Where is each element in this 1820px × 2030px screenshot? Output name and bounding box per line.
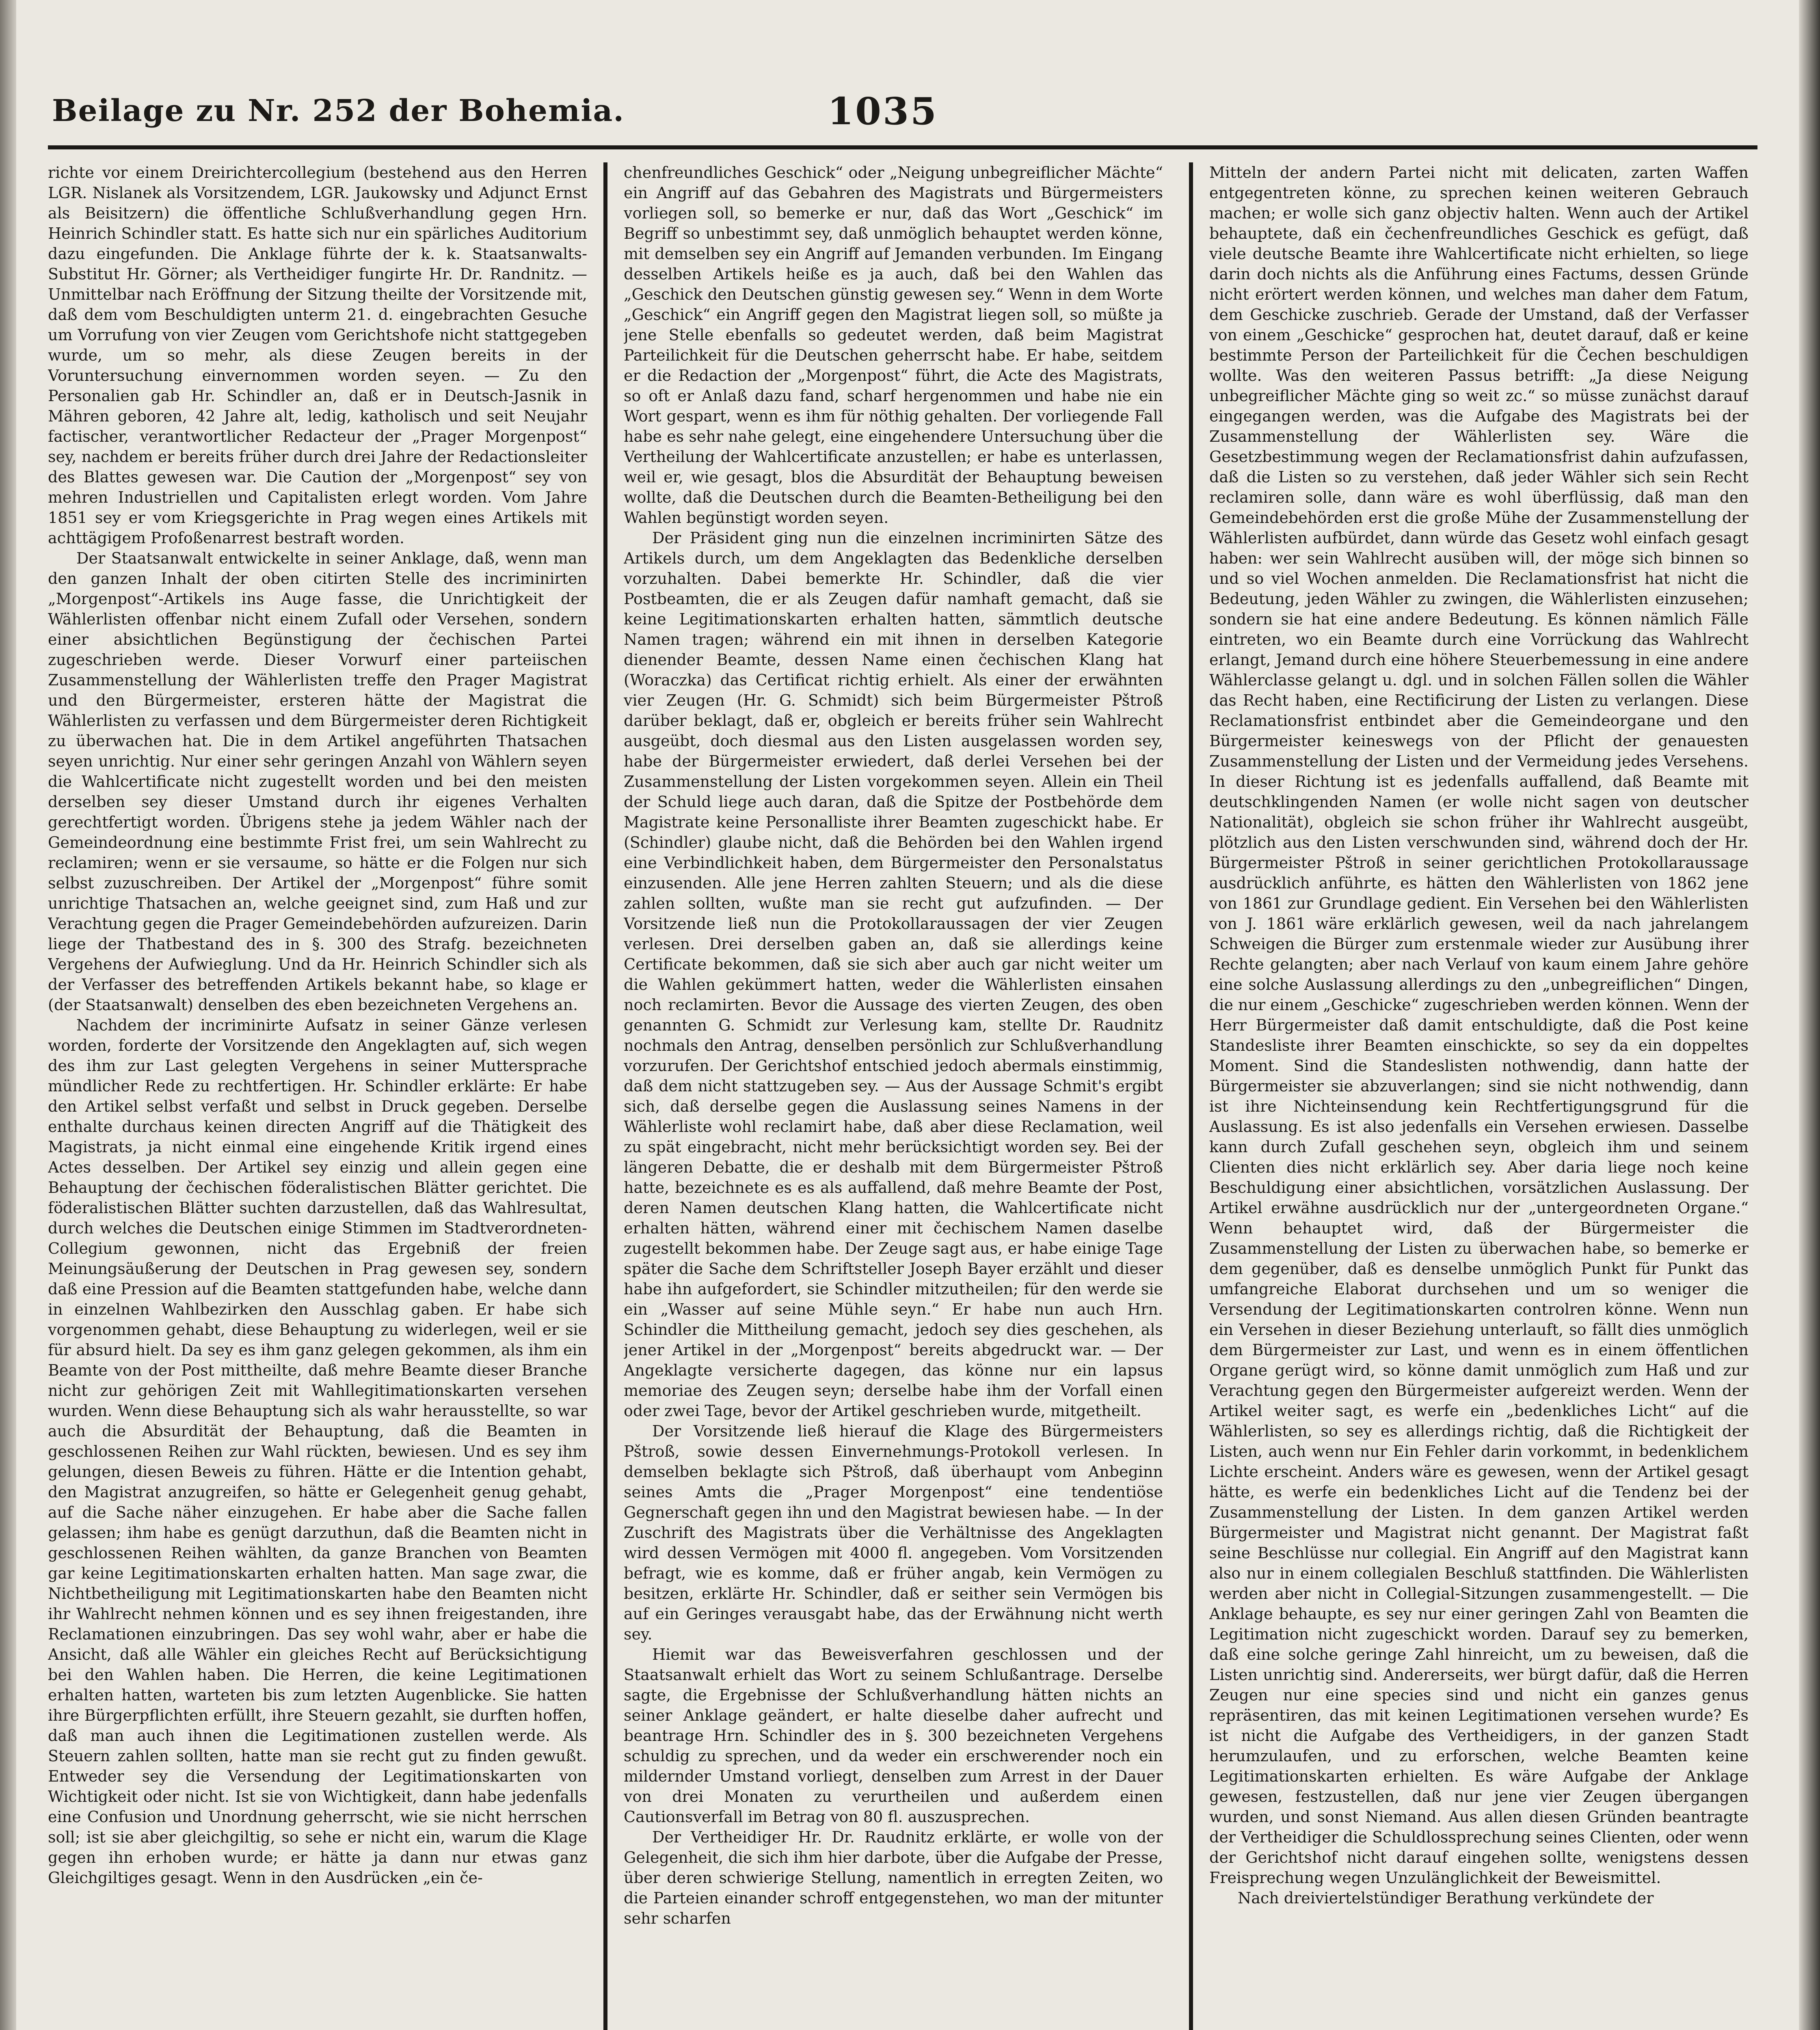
column-3 [1209, 162, 1749, 2030]
page-edge-shadow-left [0, 0, 16, 2030]
paragraph: richte vor einem Dreirichtercollegium (bestehend aus den Herren LGR. Nislanek als Vorsitzendem, LGR. Jaukowsky und Adjunct Ernst als Beisitzern) die öffentliche Schlußverhandlung gegen Hrn. Heinrich Schindler statt. Es hatte sich nur ein spärliches Auditorium dazu eingefunden. Die Anklage führte der k. k. Staatsanwalts-Substitut Hr. Görner; als Vertheidiger fungirte Hr. Dr. Randnitz. — Unmittelbar nach Eröffnung der Sitzung theilte der Vorsitzende mit, daß dem vom Beschuldigten unterm 21. d. eingebrachten Gesuche um Vorrufung von vier Zeugen vom Gerichtshofe nicht stattgegeben wurde, um so mehr, als diese Zeugen bereits in der Voruntersuchung einvernommen worden seyen. — Zu den Personalien gab Hr. Schindler an, daß er in Deutsch-Jasnik in Mähren geboren, 42 Jahre alt, ledig, katholisch und seit Neujahr factischer, verantwortlicher Redacteur der „Prager Morgenpost“ sey, nachdem er bereits früher durch drei Jahre der Redactionsleiter des Blattes gewesen war. Die Caution der „Morgenpost“ sey von mehren Industriellen und Capitalisten erlegt worden. Vom Jahre 1851 sey er vom Kriegsgerichte in Prag wegen eines Artikels mit achttägigem Profoßenarrest bestraft worden. [48, 164, 587, 547]
header-rule [48, 145, 1757, 149]
paragraph: Der Staatsanwalt entwickelte in seiner Anklage, daß, wenn man den ganzen Inhalt der oben citirten Stelle des incriminirten „Morgenpost“-Artikels ins Auge fasse, die Unrichtigkeit der Wählerlisten offenbar nicht einem Zufall oder Versehen, sondern einer absichtlichen Begünstigung der čechischen Partei zugeschrieben werde. Dieser Vorwurf einer parteiischen Zusammenstellung der Wählerlisten treffe den Prager Magistrat und den Bürgermeister, ersteren hätte der Magistrat die Wählerlisten zu verfassen und dem Bürgermeister deren Richtigkeit zu überwachen hat. Die in dem Artikel angeführten Thatsachen seyen unrichtig. Nur einer sehr geringen Anzahl von Wählern seyen die Wahlcertificate nicht zugestellt worden und bei den meisten derselben sey dieser Umstand durch ihr eigenes Verhalten gerechtfertigt worden. Übrigens stehe ja jedem Wähler nach der Gemeindeordnung eine bestimmte Frist frei, um sein Wahlrecht zu reclamiren; wenn er sie versaume, so hätte er die Folgen nur sich selbst zuzuschreiben. Der Artikel der „Morgenpost“ führe somit unrichtige Thatsachen an, welche geeignet sind, zum Haß und zur Verachtung gegen die Prager Gemeindebehörden aufzureizen. Darin liege der Thatbestand des in §. 300 des Strafg. bezeichneten Vergehens der Aufwieglung. Und da Hr. Heinrich Schindler sich als der Verfasser des betreffenden Artikels bekannt habe, so klage er (der Staatsanwalt) denselben des eben bezeichneten Vergehens an. [48, 549, 587, 1014]
text-columns [48, 162, 1757, 2030]
paragraph: Hiemit war das Beweisverfahren geschlossen und der Staatsanwalt erhielt das Wort zu seinem Schlußantrage. Derselbe sagte, die Ergebnisse der Schlußverhandlung hätten nichts an seiner Anklage geändert, er halte dieselbe daher aufrecht und beantrage Hrn. Schindler des in §. 300 bezeichneten Vergehens schuldig zu sprechen, und da weder ein erschwerender noch ein mildernder Umstand vorliegt, denselben zum Arrest in der Dauer von drei Monaten zu verurtheilen und außerdem einen Cautionsverfall im Betrag von 80 fl. auszusprechen. [624, 1646, 1163, 1826]
column-2 [624, 162, 1163, 2030]
paragraph: Nachdem der incriminirte Aufsatz in seiner Gänze verlesen worden, forderte der Vorsitzende den Angeklagten auf, sich wegen des ihm zur Last gelegten Vergehens in seiner Muttersprache mündlicher Rede zu rechtfertigen. Hr. Schindler erklärte: Er habe den Artikel selbst verfaßt und selbst in Druck gegeben. Derselbe enthalte durchaus keinen directen Angriff auf die Thätigkeit des Magistrats, ja nicht einmal eine eingehende Kritik irgend eines Actes desselben. Der Artikel sey einzig und allein gegen eine Behauptung der čechischen föderalistischen Blätter gerichtet. Die föderalistischen Blätter suchten darzustellen, daß das Wahlresultat, durch welches die Deutschen einige Stimmen im Stadtverordneten-Collegium gewonnen, nicht das Ergebniß der freien Meinungsäußerung der Deutschen in Prag gewesen sey, sondern daß eine Pression auf die Beamten stattgefunden habe, welche dann in einzelnen Wahlbezirken den Ausschlag gaben. Er habe sich vorgenommen gehabt, diese Behauptung zu widerlegen, weil er sie für absurd hielt. Da sey es ihm ganz gelegen gekommen, als ihm ein Beamte von der Post mittheilte, daß mehre Beamte dieser Branche nicht zur gehörigen Zeit mit Wahllegitimationskarten versehen wurden. Wenn diese Behauptung sich als wahr herausstellte, so war auch die Absurdität der Behauptung, daß die Beamten in geschlossenen Reihen zur Wahl rückten, bewiesen. Und es sey ihm gelungen, diesen Beweis zu führen. Hätte er die Intention gehabt, den Magistrat anzugreifen, so hätte er Gelegenheit genug gehabt, auf die Sache näher einzugehen. Er habe aber die Sache fallen gelassen; ihm habe es genügt darzuthun, daß die Beamten nicht in geschlossenen Reihen wählten, da ganze Branchen von Beamten gar keine Legitimationskarten erhalten hatten. Man sage zwar, die Nichtbetheiligung mit Legitimationskarten habe den Beamten nicht ihr Wahlrecht nehmen können und es sey ihnen freigestanden, ihre Reclamationen einzubringen. Das sey wohl wahr, aber er habe die Ansicht, daß alle Wähler ein gleiches Recht auf Berücksichtigung bei den Wahlen haben. Die Herren, die keine Legitimationen erhalten hatten, warteten bis zum letzten Augenblicke. Sie hatten ihre Bürgerpflichten erfüllt, ihre Steuern gezahlt, sie durften hoffen, daß man auch ihnen die Legitimationen zustellen werde. Als Steuern zahlen sollten, hatte man sie recht gut zu finden gewußt. Entweder sey die Versendung der Legitimationskarten von Wichtigkeit oder nicht. Ist sie von Wichtigkeit, dann habe jedenfalls eine Confusion und Unordnung geherrscht, wie sie nicht herrschen soll; ist sie aber gleichgiltig, so sehe er nicht ein, warum die Klage gegen ihn erhoben wurde; er hätte ja dann nur etwas ganz Gleichgiltiges gesagt. Wenn in den Ausdrücken „ein če- [48, 1016, 587, 1887]
paragraph: chenfreundliches Geschick“ oder „Neigung unbegreiflicher Mächte“ ein Angriff auf das Gebahren des Magistrats und Bürgermeisters vorliegen soll, so bemerke er nur, daß das Wort „Geschick“ im Begriff so unbestimmt sey, daß unmöglich behauptet werden könne, mit demselben sey ein Angriff auf Jemanden verbunden. Im Eingang desselben Artikels heiße es ja auch, daß bei den Wahlen das „Geschick den Deutschen günstig gewesen sey.“ Wenn in dem Worte „Geschick“ ein Angriff gegen den Magistrat liegen soll, so müßte ja jene Stelle ebenfalls so gedeutet werden, daß beim Magistrat Parteilichkeit für die Deutschen geherrscht habe. Er habe, seitdem er die Redaction der „Morgenpost“ führt, die Acte des Magistrats, so oft er Anlaß dazu fand, scharf hergenommen und habe nie ein Wort gespart, wenn es ihm für nöthig gehalten. Der vorliegende Fall habe es sehr nahe gelegt, eine eingehendere Untersuchung über die Vertheilung der Wahlcertificate anzustellen; er habe es unterlassen, weil er, wie gesagt, blos die Absurdität der Behauptung beweisen wollte, daß die Deutschen durch die Beamten-Betheiligung bei den Wahlen begünstigt worden seyen. [624, 164, 1163, 527]
column-rule [603, 162, 607, 2030]
page-header [48, 77, 1757, 158]
page-edge-shadow-right [1799, 0, 1820, 2030]
paragraph: Mitteln der andern Partei nicht mit delicaten, zarten Waffen entgegentreten könne, zu sprechen keinen weiteren Gebrauch machen; er wolle sich ganz objectiv halten. Wenn auch der Artikel behauptete, daß ein čechenfreundliches Geschick es gefügt, daß viele deutsche Beamte ihre Wahlcertificate nicht erhielten, so liege darin doch nichts als die Anführung eines Factums, dessen Gründe nicht erörtert werden können, und welches man daher dem Fatum, dem Geschicke zuschrieb. Gerade der Umstand, daß der Verfasser von einem „Geschicke“ gesprochen hat, deutet darauf, daß er keine bestimmte Person der Parteilichkeit für die Čechen beschuldigen wollte. Was den weiteren Passus betrifft: „Ja diese Neigung unbegreiflicher Mächte ging so weit zc.“ so müsse zunächst darauf eingegangen werden, was die Aufgabe des Magistrats bei der Zusammenstellung der Wählerlisten sey. Wäre die Gesetzbestimmung wegen der Reclamationsfrist dahin aufzufassen, daß die Listen so zu verstehen, daß jeder Wähler sich sein Recht reclamiren solle, dann wäre es wohl überflüssig, daß man den Gemeindebehörden erst die große Mühe der Zusammenstellung der Wählerlisten aufbürdet, dann würde das Gesetz wohl einfach gesagt haben: wer sein Wahlrecht ausüben will, der möge sich binnen so und so viel Wochen anmelden. Die Reclamationsfrist hat nicht die Bedeutung, jeden Wähler zu zwingen, die Wählerlisten einzusehen; sondern sie hat eine andere Bedeutung. Es können nämlich Fälle eintreten, wo ein Beamte durch eine Vorrückung das Wahlrecht erlangt, Jemand durch eine höhere Steuerbemessung in eine andere Wählerclasse gelangt u. dgl. und in solchen Fällen sollen die Wähler das Recht haben, eine Rectificirung der Listen zu verlangen. Diese Reclamationsfrist entbindet aber die Gemeindeorgane und den Bürgermeister keineswegs von der Pflicht der genauesten Zusammenstellung der Listen und der Vermeidung jedes Versehens. In dieser Richtung ist es jedenfalls auffallend, daß Beamte mit deutschklingenden Namen (er wolle nicht sagen von deutscher Nationalität), obgleich sie schon früher ihr Wahlrecht ausgeübt, plötzlich aus den Listen verschwunden sind, während doch der Hr. Bürgermeister Pštroß in seiner gerichtlichen Protokollaraussage ausdrücklich anführte, es hätten den Wählerlisten von 1862 jene von 1861 zur Grundlage gedient. Ein Versehen bei den Wählerlisten von J. 1861 wäre erklärlich gewesen, weil da nach jahrelangem Schweigen die Bürger zum erstenmale wieder zur Ausübung ihrer Rechte gelangten; aber nach Verlauf von kaum einem Jahre gehöre eine solche Auslassung allerdings zu den „unbegreiflichen“ Dingen, die nur einem „Geschicke“ zugeschrieben werden können. Wenn der Herr Bürgermeister daß damit entschuldigte, daß die Post keine Standesliste ihrer Beamten einschickte, so sey da ein doppeltes Moment. Sind die Standeslisten nothwendig, dann hatte der Bürgermeister sie abzuverlangen; sind sie nicht nothwendig, dann ist ihre Nichteinsendung kein Rechtfertigungsgrund für die Auslassung. Es ist also jedenfalls ein Versehen erwiesen. Dasselbe kann durch Zufall geschehen seyn, obgleich ihm und seinem Clienten dies nicht erklärlich sey. Aber daria liege noch keine Beschuldigung einer absichtlichen, vorsätzlichen Auslassung. Der Artikel erwähne ausdrücklich nur der „untergeordneten Organe.“ Wenn behauptet wird, daß der Bürgermeister die Zusammenstellung der Listen zu überwachen habe, so bemerke er dem gegenüber, daß es denselbe unmöglich Punkt für Punkt das umfangreiche Elaborat durchsehen und um so weniger die Versendung der Legitimationskarten controlren könne. Wenn nun ein Versehen in dieser Beziehung unterlauft, so fällt dies unmöglich dem Bürgermeister zur Last, und wenn es in einem öffentlichen Organe gerügt wird, so könne damit unmöglich zum Haß und zur Verachtung gegen den Bürgermeister aufgereizt werden. Wenn der Artikel weiter sagt, es werfe ein „bedenkliches Licht“ auf die Wählerlisten, so sey es allerdings richtig, daß die Richtigkeit der Listen, auch wenn nur Ein Fehler darin vorkommt, in bedenklichem Lichte erscheint. Anders wäre es gewesen, wenn der Artikel gesagt hätte, es werfe ein bedenkliches Licht auf die Tendenz bei der Zusammenstellung der Listen. In dem ganzen Artikel werden Bürgermeister und Magistrat nicht genannt. Der Magistrat faßt seine Beschlüsse nur collegial. Ein Angriff auf den Magistrat kann also nur in einem collegialen Beschluß stattfinden. Die Wählerlisten werden aber nicht in Collegial-Sitzungen zusammengestellt. — Die Anklage behaupte, es sey nur einer geringen Zahl von Beamten die Legitimation nicht zugeschickt worden. Darauf sey zu bemerken, daß eine solche geringe Zahl hinreicht, um zu beweisen, daß die Listen unrichtig sind. Andererseits, wer bürgt dafür, daß die Herren Zeugen nur eine species sind und nicht ein ganzes genus repräsentiren, das mit keinen Legitimationen versehen wurde? Es ist nicht die Aufgabe des Vertheidigers, in der ganzen Stadt herumzulaufen, und zu erforschen, welche Beamten keine Legitimationskarten erhielten. Es wäre Aufgabe der Anklage gewesen, festzustellen, daß nur jene vier Zeugen übergangen wurden, und sonst Niemand. Aus allen diesen Gründen beantragte der Vertheidiger die Schuldlossprechung seines Clienten, oder wenn der Gerichtshof nicht darauf eingehen sollte, wenigstens dessen Freisprechung wegen Unzulänglichkeit der Beweismittel. [1209, 164, 1749, 1887]
column-1 [48, 162, 587, 2030]
paragraph: Der Vorsitzende ließ hierauf die Klage des Bürgermeisters Pštroß, sowie dessen Einvernehmungs-Protokoll verlesen. In demselben beklagte sich Pštroß, daß überhaupt vom Anbeginn seines Amts die „Prager Morgenpost“ eine tendentiöse Gegnerschaft gegen ihn und den Magistrat bewiesen habe. — In der Zuschrift des Magistrats über die Verhältnisse des Angeklagten wird dessen Vermögen mit 4000 fl. angegeben. Vom Vorsitzenden befragt, wie es komme, daß er früher angab, kein Vermögen zu besitzen, erklärte Hr. Schindler, daß er seither sein Vermögen bis auf ein Geringes verausgabt habe, das der Erwähnung nicht werth sey. [624, 1422, 1163, 1643]
supplement-title: Beilage zu Nr. 252 der Bohemia. [52, 93, 625, 128]
page-number: 1035 [828, 89, 938, 133]
paragraph: Der Vertheidiger Hr. Dr. Raudnitz erklärte, er wolle von der Gelegenheit, die sich ihm hier darbote, über die Aufgabe der Presse, über deren schwierige Stellung, namentlich in erregten Zeiten, wo die Parteien einander schroff entgegenstehen, wo man der mitunter sehr scharfen [624, 1828, 1163, 1927]
column-rule [1189, 162, 1193, 2030]
paragraph: Der Präsident ging nun die einzelnen incriminirten Sätze des Artikels durch, um dem Angeklagten das Bedenkliche derselben vorzuhalten. Dabei bemerkte Hr. Schindler, daß die vier Postbeamten, die er als Zeugen dafür namhaft gemacht, daß sie keine Legitimationskarten erhalten hatten, sämmtlich deutsche Namen tragen; während ein mit ihnen in derselben Kategorie dienender Beamte, dessen Name einen čechischen Klang hat (Woraczka) das Certificat richtig erhielt. Als einer der erwähnten vier Zeugen (Hr. G. Schmidt) sich beim Bürgermeister Pštroß darüber beklagt, daß er, obgleich er bereits früher sein Wahlrecht ausgeübt, doch diesmal aus den Listen ausgelassen worden sey, habe der Bürgermeister erwiedert, daß derlei Versehen bei der Zusammenstellung der Listen vorgekommen seyen. Allein ein Theil der Schuld liege auch daran, daß die Spitze der Postbehörde dem Magistrate keine Personalliste ihrer Beamten zugeschickt habe. Er (Schindler) glaube nicht, daß die Behörden bei den Wahlen irgend eine Verbindlichkeit haben, dem Bürgermeister den Personalstatus einzusenden. Alle jene Herren zahlten Steuern; und als die diese zahlen sollten, wußte man sie recht gut aufzufinden. — Der Vorsitzende ließ nun die Protokollaraussagen der vier Zeugen verlesen. Drei derselben gaben an, daß sie allerdings keine Certificate bekommen, daß sie sich aber auch gar nicht weiter um die Wahlen gekümmert hatten, weder die Wählerlisten einsahen noch reclamirten. Bevor die Aussage des vierten Zeugen, des oben genannten G. Schmidt zur Verlesung kam, stellte Dr. Raudnitz nochmals den Antrag, denselben persönlich zur Schlußverhandlung vorzurufen. Der Gerichtshof entschied jedoch abermals einstimmig, daß dem nicht stattzugeben sey. — Aus der Aussage Schmit's ergibt sich, daß derselbe gegen die Auslassung seines Namens in der Wählerliste wohl reclamirt habe, daß aber diese Reclamation, weil zu spät eingebracht, nicht mehr berücksichtigt worden sey. Bei der längeren Debatte, die er deshalb mit dem Bürgermeister Pštroß hatte, bezeichnete es es als auffallend, daß mehre Beamte der Post, deren Namen deutschen Klang hatten, die Wahlcertificate nicht erhalten hätten, während einer mit čechischem Namen daselbe zugestellt bekommen habe. Der Zeuge sagt aus, er habe einige Tage später die Sache dem Schriftsteller Joseph Bayer erzählt und dieser habe ihn aufgefordert, sie Schindler mitzutheilen; für den werde sie ein „Wasser auf seine Mühle seyn.“ Er habe nun auch Hrn. Schindler die Mittheilung gemacht, jedoch sey dies geschehen, als jener Artikel in der „Morgenpost“ bereits abgedruckt war. — Der Angeklagte versicherte dagegen, das könne nur ein lapsus memoriae des Zeugen seyn; derselbe habe ihm der Vorfall einen oder zwei Tage, bevor der Artikel geschrieben wurde, mitgetheilt. [624, 529, 1163, 1420]
paragraph: Nach dreiviertelstündiger Berathung verkündete der [1238, 1889, 1654, 1907]
